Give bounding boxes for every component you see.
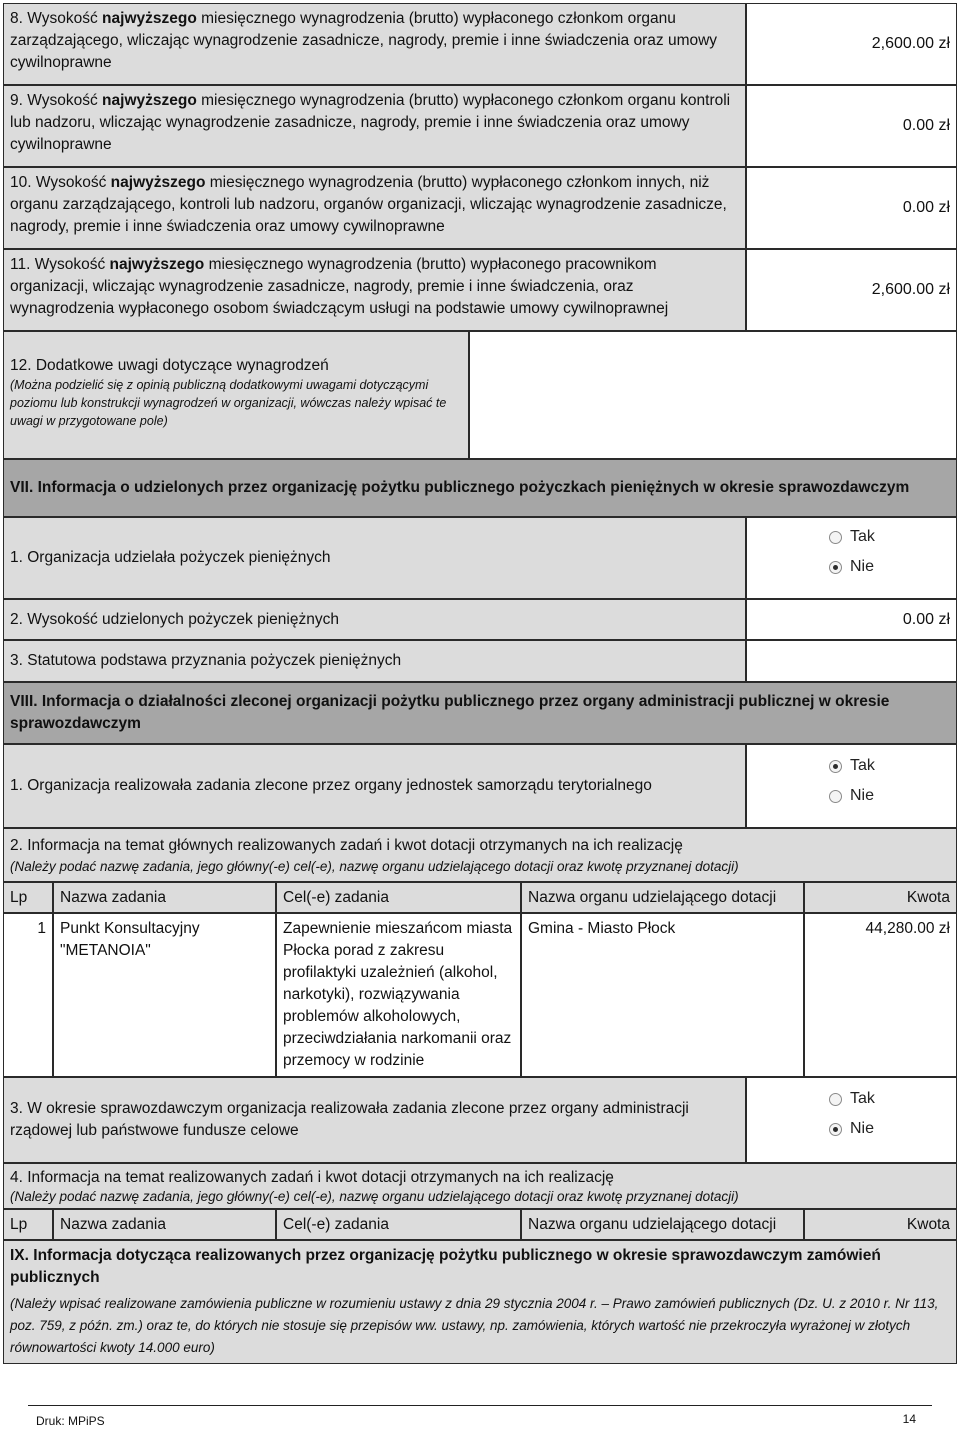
question-label: 4. Informacja na temat realizowanych zadań i kwot dotacji otrzymanych na ich realizację	[10, 1169, 614, 1186]
radio-unchecked-icon[interactable]	[829, 531, 842, 544]
th-amount: Kwota	[804, 1209, 957, 1240]
section-7-q3	[3, 640, 746, 682]
radio-unchecked-icon[interactable]	[829, 1093, 842, 1106]
th-task-name: Nazwa zadania	[53, 882, 276, 913]
th-task-goal: Cel(-e) zadania	[276, 882, 521, 913]
question-label: 3. Statutowa podstawa przyznania pożyczek pieniężnych	[10, 652, 402, 669]
remuneration-item-8: 8. Wysokość najwyższego miesięcznego wynagrodzenia (brutto) wypłaconego członkom organu zarządzającego, wliczając wynagrodzenie zasadnicze, nagrody, premie i inne świadczenia oraz umowy cywilnoprawne	[3, 3, 746, 85]
item-12-title: 12. Dodatkowe uwagi dotyczące wynagrodzeń	[10, 357, 329, 374]
radio-option-yes[interactable]: Tak	[829, 1084, 956, 1114]
question-label: 3. W okresie sprawozdawczym organizacja realizowała zadania zlecone przez organy administracji rządowej lub państwowe fundusze celowe	[10, 1100, 689, 1139]
section-7-header	[3, 459, 957, 517]
question-label: 2. Wysokość udzielonych pożyczek pieniężnych	[10, 610, 339, 628]
radio-option-yes[interactable]: Tak	[829, 751, 956, 781]
question-label: 1. Organizacja udzielała pożyczek pieniężnych	[10, 549, 331, 566]
remuneration-value-11	[746, 249, 957, 331]
th-task-goal: Cel(-e) zadania	[276, 1209, 521, 1240]
question-note: (Należy podać nazwę zadania, jego główny(-e) cel(-e), nazwę organu udzielającego dotacji oraz kwotę przyznanej dotacji)	[10, 859, 739, 874]
item-number: 8.	[10, 10, 23, 27]
loans-statutory-basis-field[interactable]	[746, 640, 957, 682]
th-amount: Kwota	[804, 882, 957, 913]
remuneration-item-10: 10. Wysokość najwyższego miesięcznego wynagrodzenia (brutto) wypłaconego członkom innych, niż organu zarządzającego, kontroli lub nadzoru, organów organizacji, wliczając wynagrodzenie zasadnicze, nagrody, premie i inne świadczenia oraz umowy cywilnoprawne	[3, 167, 746, 249]
amount: 2,600.00 zł	[871, 35, 950, 52]
question-label: 2. Informacja na temat głównych realizowanych zadań i kwot dotacji otrzymanych na ich realizację	[10, 837, 683, 854]
radio-option-no[interactable]: Nie	[829, 552, 956, 582]
section-title: VIII. Informacja o działalności zleconej organizacji pożytku publicznego przez organy administracji publicznej w okresie sprawozdawczym	[10, 693, 890, 732]
question-label: 1. Organizacja realizowała zadania zlecone przez organy jednostek samorządu terytorialnego	[10, 777, 652, 794]
remarks-field[interactable]	[469, 331, 957, 459]
remuneration-item-11: 11. Wysokość najwyższego miesięcznego wynagrodzenia (brutto) wypłaconego pracownikom organizacji, wliczając wynagrodzenie zasadnicze, nagrody, premie i inne świadczenia, oraz wynagrodzenia wypłaconego osobom świadczącym usługi na podstawie umowy cywilnoprawnej	[3, 249, 746, 331]
loans-amount	[746, 599, 957, 640]
table-row-task-goal: Zapewnienie mieszańcom miasta Płocka porad z zakresu profilaktyki uzależnień (alkohol, narkotyki), rozwiązywania problemów alkoholowych, przeciwdziałania narkomanii oraz przemocy w rodzinie	[276, 913, 521, 1077]
section-title: IX. Informacja dotycząca realizowanych przez organizację pożytku publicznego w okresie sprawozdawczym zamówień publicznych	[10, 1247, 881, 1286]
amount: 0.00 zł	[902, 199, 950, 216]
amount: 2,600.00 zł	[871, 281, 950, 298]
table-row-organ: Gmina - Miasto Płock	[521, 913, 804, 1077]
section-8-q4	[3, 1163, 957, 1209]
radio-checked-icon[interactable]	[829, 1123, 842, 1136]
remuneration-item-12	[3, 331, 469, 459]
radio-checked-icon[interactable]	[829, 760, 842, 773]
section-note: (Należy wpisać realizowane zamówienia publiczne w rozumieniu ustawy z dnia 29 stycznia 2004 r. – Prawo zamówień publicznych (Dz. U. z 2010 r. Nr 113, poz. 759, z późn. zm.) oraz te, do których nie stosuje się przepisów ww. ustawy, np. zamówienia, których wartość nie przekroczyła wyrażonej w złotych równowartości kwoty 14.000 euro)	[10, 1296, 939, 1355]
radio-checked-icon[interactable]	[829, 561, 842, 574]
radio-option-no[interactable]: Nie	[829, 781, 956, 811]
amount: 0.00 zł	[902, 117, 950, 134]
question-note: (Należy podać nazwę zadania, jego główny(-e) cel(-e), nazwę organu udzielającego dotacji oraz kwotę przyznanej dotacji)	[10, 1189, 739, 1204]
remuneration-item-9: 9. Wysokość najwyższego miesięcznego wynagrodzenia (brutto) wypłaconego członkom organu kontroli lub nadzoru, wliczając wynagrodzenie zasadnicze, nagrody, premie i inne świadczenia oraz umowy cywilnoprawne	[3, 85, 746, 167]
radio-option-no[interactable]: Nie	[829, 1114, 956, 1144]
section-7-q2	[3, 599, 746, 640]
footer-divider	[28, 1405, 932, 1406]
th-lp: Lp	[3, 882, 53, 913]
th-organ: Nazwa organu udzielającego dotacji	[521, 1209, 804, 1240]
th-organ: Nazwa organu udzielającego dotacji	[521, 882, 804, 913]
section-8-q3	[3, 1077, 746, 1163]
government-tasks-radio-group	[746, 1077, 957, 1163]
item-12-note: (Można podzielić się z opinią publiczną dodatkowymi uwagami dotyczącymi poziomu lub konstrukcji wynagrodzeń w organizacji, wówczas należy wpisać te uwagi w przygotowane pole)	[10, 378, 447, 428]
table-row-task-name: Punkt Konsultacyjny "METANOIA"	[53, 913, 276, 1077]
loans-radio-group	[746, 517, 957, 599]
section-7-q1	[3, 517, 746, 599]
remuneration-value-8	[746, 3, 957, 85]
footer-printer: Druk: MPiPS	[36, 1414, 105, 1428]
radio-unchecked-icon[interactable]	[829, 790, 842, 803]
th-task-name: Nazwa zadania	[53, 1209, 276, 1240]
section-8-header	[3, 682, 957, 744]
section-8-q1	[3, 744, 746, 828]
section-8-q2	[3, 828, 957, 882]
radio-option-yes[interactable]: Tak	[829, 522, 956, 552]
remuneration-value-10	[746, 167, 957, 249]
page-number: 14	[902, 1412, 916, 1426]
remuneration-value-9	[746, 85, 957, 167]
th-lp: Lp	[3, 1209, 53, 1240]
local-tasks-radio-group	[746, 744, 957, 828]
table-row-amount: 44,280.00 zł	[804, 913, 957, 1077]
amount: 0.00 zł	[902, 610, 950, 628]
section-title: VII. Informacja o udzielonych przez organizację pożytku publicznego pożyczkach pieniężnych w okresie sprawozdawczym	[10, 479, 910, 496]
table-row-lp: 1	[3, 913, 53, 1077]
section-9	[3, 1240, 957, 1364]
